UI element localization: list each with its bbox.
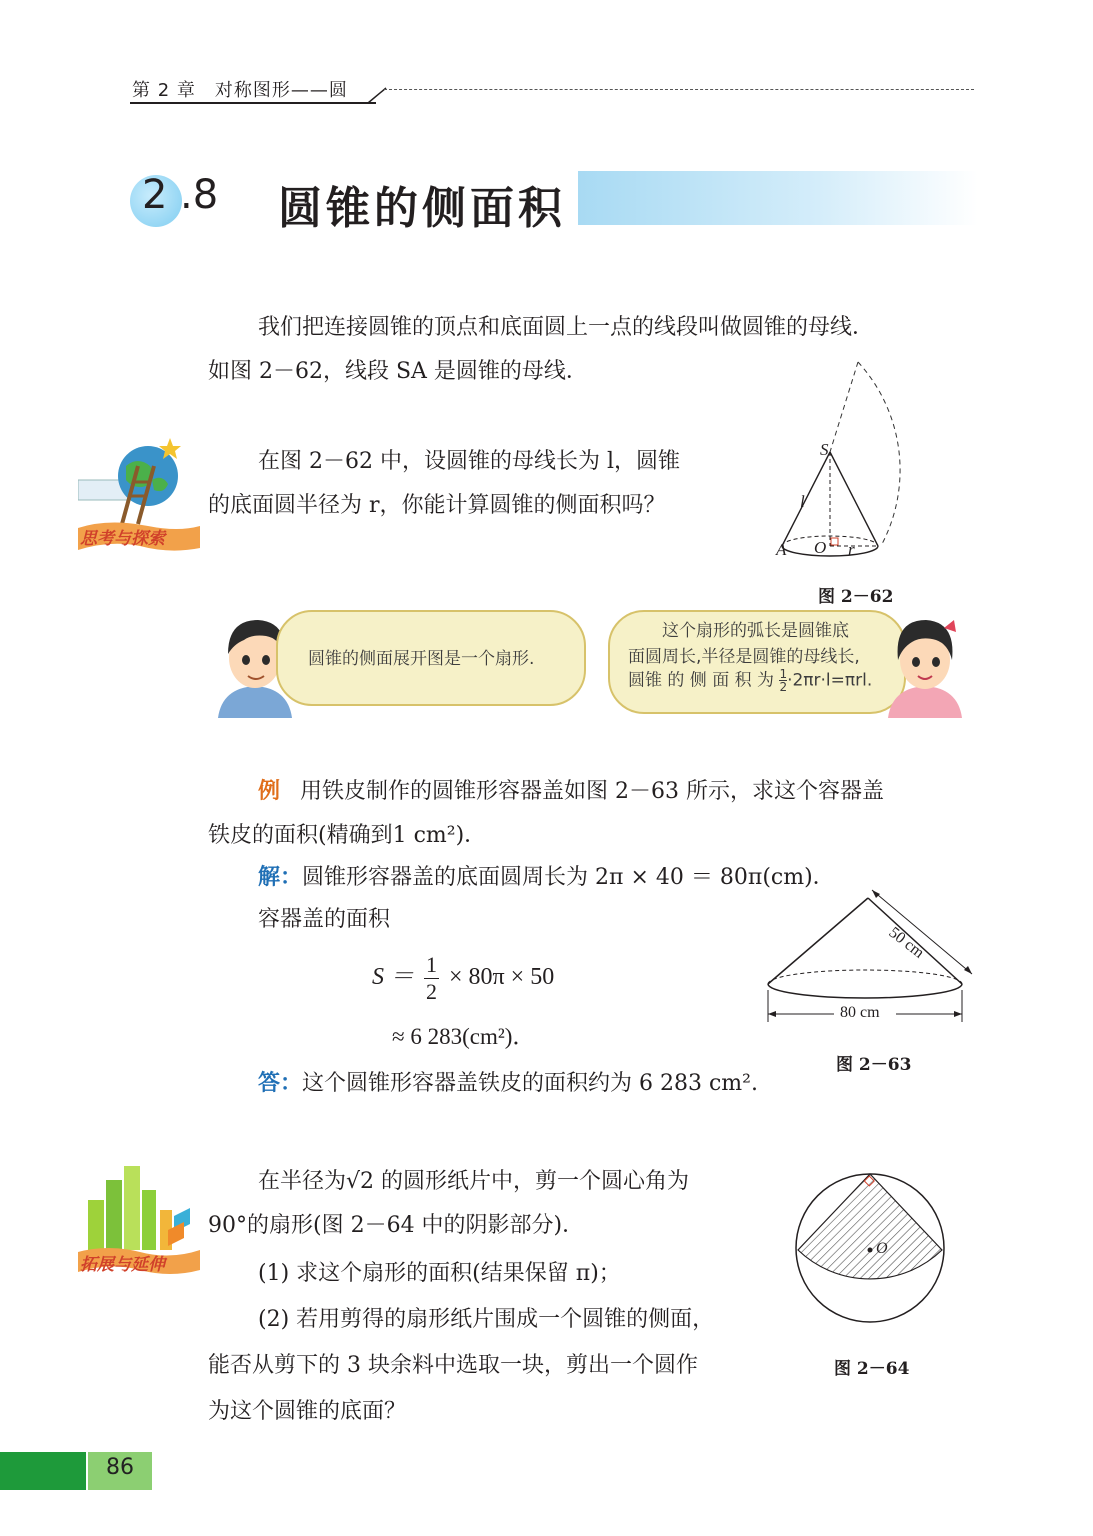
formula-approx: ≈ 6 283(cm²)．: [392, 1024, 536, 1049]
fig63-slant-label: 50 cm: [885, 924, 928, 962]
example-line-1: [208, 770, 978, 814]
girl-frac-den: 2: [779, 680, 788, 694]
example-label: 例: [258, 779, 281, 804]
section-title: 圆锥的侧面积: [278, 183, 566, 234]
page-number-bar: [0, 1452, 86, 1490]
fig63-diameter-label: 80 cm: [840, 1004, 880, 1021]
girl-speech-line-3-a: 圆锥 的 侧 面 积 为: [628, 670, 780, 691]
extend-line-3: (1) 求这个扇形的面积(结果保留 π)；: [258, 1261, 621, 1286]
figure-2-62: [770, 354, 950, 569]
extend-line-5: 能否从剪下的 3 块余料中选取一块，剪出一个圆作: [208, 1353, 698, 1378]
header-underline: [130, 102, 376, 104]
fig62-label-a: A: [776, 540, 787, 559]
extend-badge-label: 拓展与延伸: [80, 1255, 165, 1275]
girl-speech-line-3-b: ·2πr·l=πrl.: [787, 670, 873, 691]
think-line-1: 在图 2－62 中，设圆锥的母线长为 l，圆锥: [258, 449, 681, 474]
think-badge-label: 思考与探索: [80, 529, 165, 549]
formula-den: 2: [426, 979, 437, 1004]
think-line-2: 的底面圆半径为 r，你能计算圆锥的侧面积吗？: [208, 493, 666, 518]
page-number: 86: [106, 1455, 134, 1480]
extend-line-1: 在半径为√2 的圆形纸片中，剪一个圆心角为: [258, 1169, 690, 1194]
answer-text: 这个圆锥形容器盖铁皮的面积约为 6 283 cm².: [302, 1071, 758, 1096]
girl-speech-line-1: 这个扇形的弧长是圆锥底: [662, 621, 849, 641]
answer-label: 答：: [258, 1071, 303, 1096]
chapter-header: 第 2 章 对称图形——圆: [132, 80, 348, 101]
fig64-caption: 图 2－64: [834, 1359, 910, 1379]
solution-text-1: 圆锥形容器盖的底面圆周长为 2π × 40 ＝ 80π(cm)．: [302, 865, 835, 890]
section-number-minor: .8: [180, 172, 219, 218]
boy-speech-text: 圆锥的侧面展开图是一个扇形.: [308, 649, 535, 669]
girl-speech-line-2: 面圆周长,半径是圆锥的母线长,: [628, 647, 860, 667]
example-text-1: 用铁皮制作的圆锥形容器盖如图 2－63 所示，求这个容器盖: [300, 779, 884, 804]
girl-avatar: [882, 614, 968, 718]
girl-frac-num: 1: [779, 667, 788, 681]
fig63-caption: 图 2－63: [836, 1055, 912, 1075]
section-number-major: 2: [142, 172, 168, 218]
fig62-label-l: l: [800, 492, 805, 511]
extend-line-4: (2) 若用剪得的扇形纸片围成一个圆锥的侧面，: [258, 1307, 715, 1332]
figure-2-64: [794, 1166, 948, 1326]
formula-rhs: × 80π × 50: [449, 964, 555, 991]
girl-speech-line-3: [628, 668, 872, 693]
fig62-label-r: r: [848, 540, 855, 559]
extend-line-2: 90°的扇形(图 2－64 中的阴影部分)．: [208, 1213, 585, 1238]
solution-label: 解：: [258, 865, 303, 890]
fig62-caption: 图 2－62: [818, 587, 894, 607]
fig62-label-s: S: [820, 440, 829, 459]
intro-line-1: 我们把连接圆锥的顶点和底面圆上一点的线段叫做圆锥的母线．: [258, 315, 875, 340]
area-formula: [372, 952, 554, 1005]
header-dashed-rule: [384, 89, 974, 90]
fig64-label-o: O: [876, 1240, 888, 1257]
intro-line-2: 如图 2－62，线段 SA 是圆锥的母线．: [208, 359, 588, 384]
formula-num: 1: [426, 952, 437, 977]
example-line-2: 铁皮的面积(精确到1 cm²)．: [208, 823, 487, 848]
fig62-label-o: O: [814, 538, 827, 557]
solution-line-2: 容器盖的面积: [258, 907, 391, 932]
formula-lhs: S ＝: [372, 964, 414, 991]
extend-line-6: 为这个圆锥的底面？: [208, 1399, 407, 1424]
title-bar: [578, 171, 978, 225]
